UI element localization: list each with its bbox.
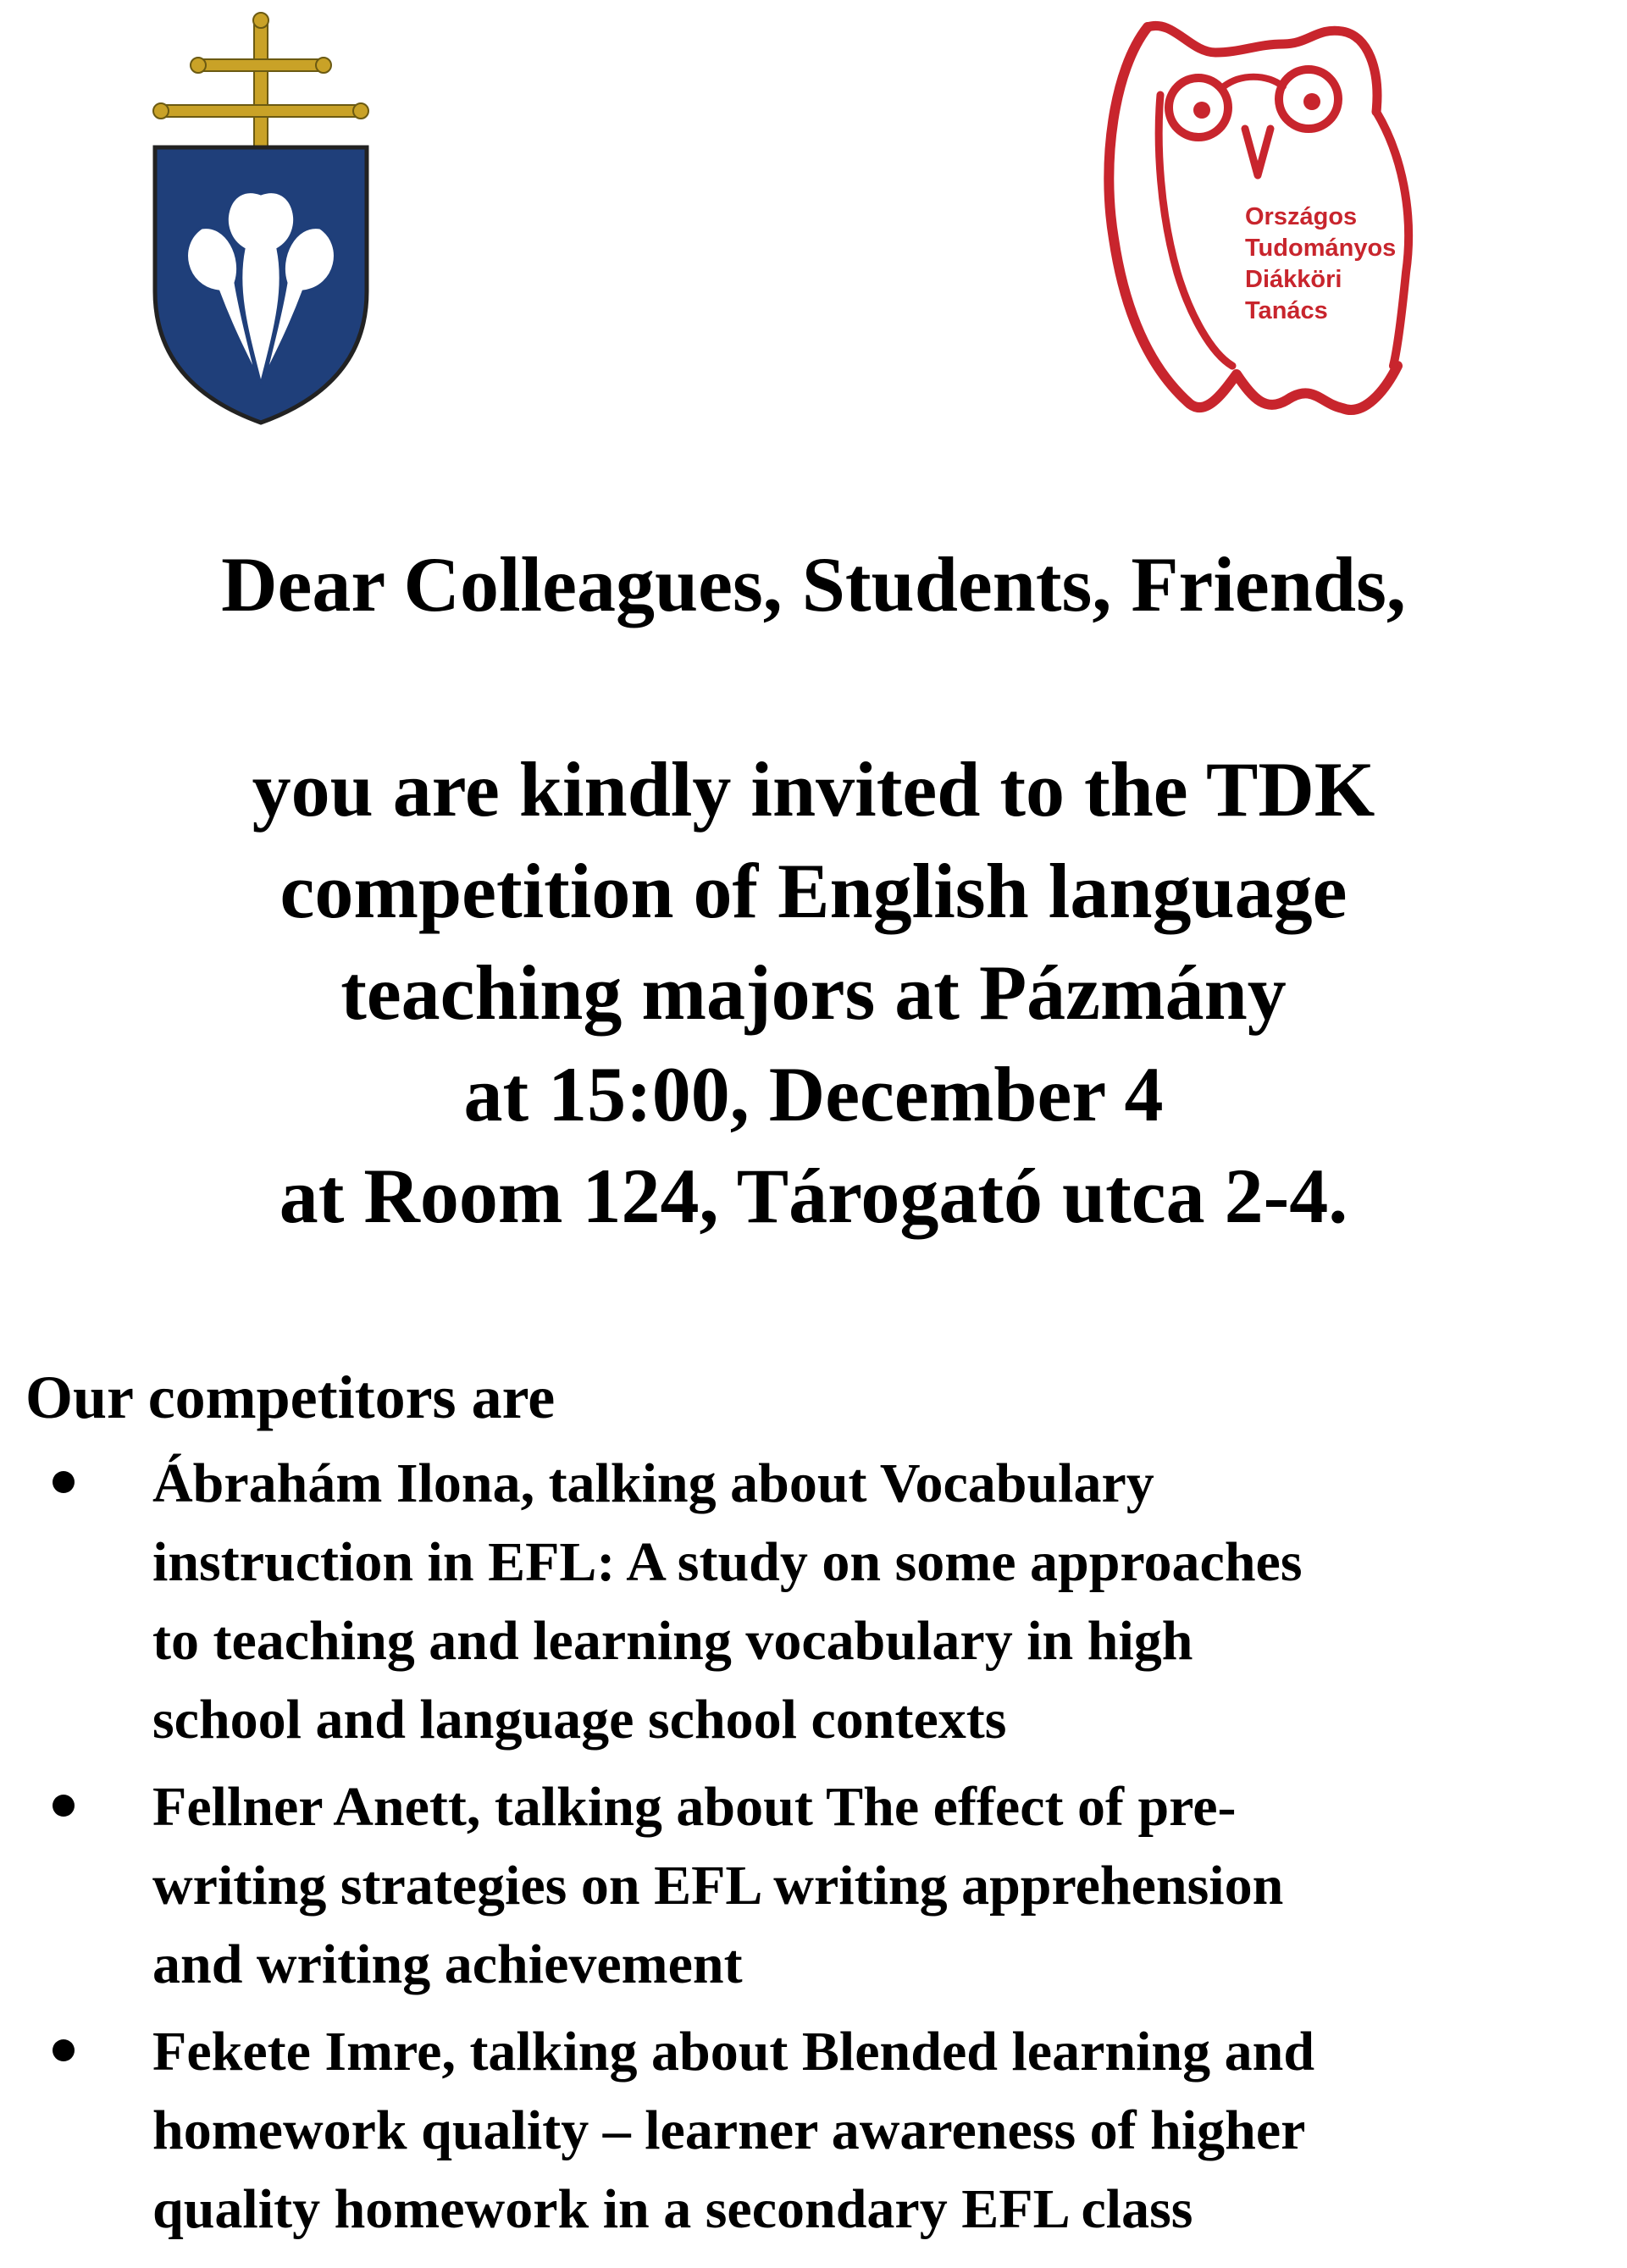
owl-logo-text-line: Tanács xyxy=(1245,297,1328,324)
competitors-list xyxy=(0,1444,1627,2257)
competitor-line: Fekete Imre, talking about Blended learning and xyxy=(152,2021,1315,2083)
competitor-line: school and language school contexts xyxy=(152,1689,1007,1751)
university-coat-of-arms-icon xyxy=(151,12,371,427)
competitor-item xyxy=(0,2012,1609,2249)
owl-logo-text xyxy=(1245,202,1396,327)
bullet-icon xyxy=(53,2039,75,2061)
bullet-icon xyxy=(53,1795,75,1817)
bullet-icon xyxy=(53,1471,75,1493)
invitation-line: at Room 124, Tárogató utca 2-4. xyxy=(279,1153,1348,1239)
invitation-line: competition of English language xyxy=(279,848,1348,934)
competitor-line: and writing achievement xyxy=(152,1933,743,1995)
double-cross-icon xyxy=(153,13,368,158)
invitation-text xyxy=(0,738,1627,1247)
greeting-heading: Dear Colleagues, Students, Friends, xyxy=(221,541,1406,628)
invitation-line: you are kindly invited to the TDK xyxy=(252,746,1375,833)
competitor-line: writing strategies on EFL writing apprehension xyxy=(152,1855,1284,1917)
competitor-line: Ábrahám Ilona, talking about Vocabulary xyxy=(152,1452,1154,1514)
invitation-line: at 15:00, December 4 xyxy=(463,1051,1164,1137)
owl-logo-text-line: Diákköri xyxy=(1245,266,1342,293)
owl-logo-text-line: Országos xyxy=(1245,203,1358,230)
competitor-item xyxy=(0,1444,1609,1759)
competitor-line: to teaching and learning vocabulary in high xyxy=(152,1610,1193,1672)
competitor-line: instruction in EFL: A study on some approaches xyxy=(152,1531,1303,1593)
competitor-item xyxy=(0,1767,1609,2004)
owl-logo-text-line: Tudományos xyxy=(1245,235,1397,262)
competitor-line: Fellner Anett, talking about The effect of pre- xyxy=(152,1776,1237,1838)
competitors-heading: Our competitors are xyxy=(25,1364,556,1431)
competitor-line: homework quality – learner awareness of higher xyxy=(152,2099,1306,2161)
competitor-line: quality homework in a secondary EFL class xyxy=(152,2178,1193,2240)
invitation-line: teaching majors at Pázmány xyxy=(340,949,1287,1036)
